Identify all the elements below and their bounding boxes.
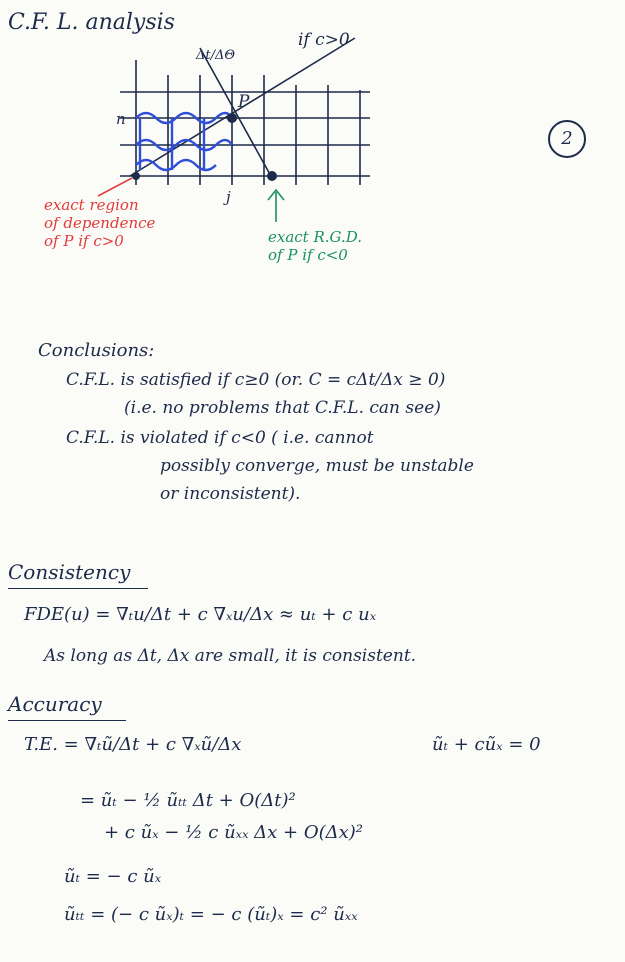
j-label: j: [226, 188, 231, 206]
n-label: n: [116, 110, 126, 128]
grid-point-dot: [132, 172, 140, 180]
page-number: 2: [548, 120, 586, 158]
characteristic-line-cneg: [200, 48, 272, 178]
point-p-label: P: [238, 92, 250, 112]
consistency-heading: Consistency: [8, 560, 131, 584]
accuracy-line: + c ũₓ − ½ c ũₓₓ Δx + O(Δx)²: [104, 822, 364, 843]
heading-underline: [8, 720, 126, 721]
consistency-formula: FDE(u) = ∇ₜu/Δt + c ∇ₓu/Δx ≈ uₜ + c uₓ: [24, 604, 377, 625]
top-angle-label: Δt/ΔΘ: [196, 48, 236, 63]
grid-point-dot: [267, 171, 277, 181]
conclusion-line: or inconsistent).: [160, 484, 301, 504]
heading-underline: [8, 588, 148, 589]
accuracy-pde: ũₜ + cũₓ = 0: [432, 734, 541, 755]
point-p-dot: [227, 113, 237, 123]
page-title: C.F. L. analysis: [8, 10, 175, 35]
red-pointer-arrow: [98, 178, 132, 196]
conclusion-line: C.F.L. is satisfied if c≥0 (or. C = cΔt/Δx ≥ 0): [66, 370, 446, 390]
accuracy-line: = ũₜ − ½ ũₜₜ Δt + O(Δt)²: [80, 790, 296, 811]
conclusions-heading: Conclusions:: [38, 340, 155, 361]
accuracy-heading: Accuracy: [8, 692, 102, 716]
conclusion-line: possibly converge, must be unstable: [160, 456, 474, 476]
accuracy-te: T.E. = ∇ₜũ/Δt + c ∇ₓũ/Δx: [24, 734, 242, 755]
conclusion-line: C.F.L. is violated if c<0 ( i.e. cannot: [66, 428, 374, 448]
accuracy-line: ũₜ = − c ũₓ: [64, 866, 162, 887]
consistency-note: As long as Δt, Δx are small, it is consistent.: [44, 646, 417, 666]
accuracy-line: ũₜₜ = (− c ũₓ)ₜ = − c (ũₜ)ₓ = c² ũₓₓ: [64, 904, 358, 925]
green-annotation: exact R.G.D. of P if c<0: [268, 228, 363, 264]
conclusion-line: (i.e. no problems that C.F.L. can see): [124, 398, 441, 418]
red-annotation: exact region of dependence of P if c>0: [44, 196, 156, 250]
cline-label: if c>0: [298, 30, 350, 50]
